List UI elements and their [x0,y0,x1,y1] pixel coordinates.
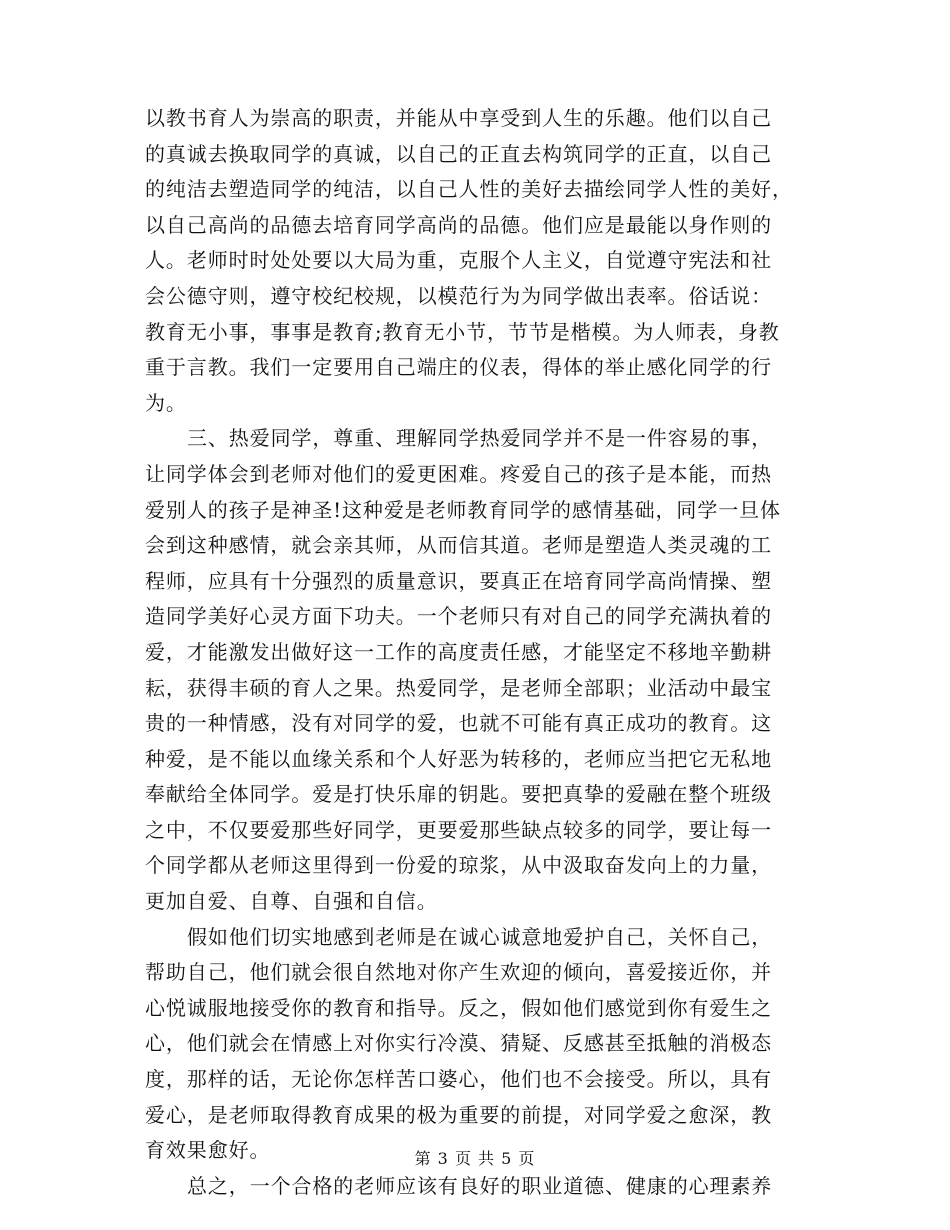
text-line: 让同学体会到老师对他们的爱更困难。疼爱自己的孩子是本能，而热 [145,461,772,486]
text-line: 总之，一个合格的老师应该有良好的职业道德、健康的心理素养 [187,1173,773,1198]
text-line: 爱别人的孩子是神圣!这种爱是老师教育同学的感情基础，同学一旦体 [145,497,781,522]
text-line: 更加自爱、自尊、自强和自信。 [145,889,438,914]
text-line: 以教书育人为崇高的职责，并能从中享受到人生的乐趣。他们以自己 [145,106,772,130]
text-line: 心，他们就会在情感上对你实行冷漠、猜疑、反感甚至抵触的消极态 [145,1031,772,1056]
text-line: 为。 [145,390,187,415]
text-line: 会到这种感情，就会亲其师，从而信其道。老师是塑造人类灵魂的工 [145,533,772,558]
text-line: 爱，才能激发出做好这一工作的高度责任感，才能坚定不移地辛勤耕 [145,639,772,664]
text-line: 之中，不仅要爱那些好同学，更要爱那些缺点较多的同学，要让每一 [145,817,772,842]
text-line: 教育无小事，事事是教育;教育无小节，节节是楷模。为人师表，身教 [145,319,780,344]
text-line: 人。老师时时处处要以大局为重，克服个人主义，自觉遵守宪法和社 [145,248,772,273]
text-line: 程师，应具有十分强烈的质量意识，要真正在培育同学高尚情操、塑 [145,568,772,593]
text-line: 育效果愈好。 [145,1138,271,1163]
text-line: 会公德守则，遵守校纪校规，以模范行为为同学做出表率。俗话说： [145,283,772,308]
text-line: 种爱，是不能以血缘关系和个人好恶为转移的，老师应当把它无私地 [145,746,772,771]
text-line: 的真诚去换取同学的真诚，以自己的正直去构筑同学的正直，以自己 [145,141,772,166]
text-line: 爱心，是老师取得教育成果的极为重要的前提，对同学爱之愈深，教 [145,1102,772,1127]
text-line: 以自己高尚的品德去培育同学高尚的品德。他们应是最能以身作则的 [145,212,772,237]
paragraph [145,421,815,919]
text-line: 度，那样的话，无论你怎样苦口婆心，他们也不会接受。所以，具有 [145,1067,772,1092]
paragraph [145,101,815,421]
document-body [145,101,815,1204]
text-line: 奉献给全体同学。爱是打快乐扉的钥匙。要把真挚的爱融在整个班级 [145,782,772,807]
text-line: 重于言教。我们一定要用自己端庄的仪表，得体的举止感化同学的行 [145,355,772,380]
page-number-footer: 第 3 页 共 5 页 [414,1149,536,1168]
text-line: 帮助自己，他们就会很自然地对你产生欢迎的倾向，喜爱接近你，并 [145,960,772,985]
text-line: 个同学都从老师这里得到一份爱的琼浆，从中汲取奋发向上的力量， [145,853,772,878]
text-line: 耘，获得丰硕的育人之果。热爱同学，是老师全部职；业活动中最宝 [145,675,772,700]
text-line: 三、热爱同学，尊重、理解同学热爱同学并不是一件容易的事， [187,426,773,451]
paragraph [145,1169,815,1205]
text-line: 造同学美好心灵方面下功夫。一个老师只有对自己的同学充满执着的 [145,604,772,629]
text-line: 假如他们切实地感到老师是在诚心诚意地爱护自己，关怀自己， [187,924,773,949]
text-line: 心悦诚服地接受你的教育和指导。反之，假如他们感觉到你有爱生之 [145,995,772,1020]
text-line: 贵的一种情感，没有对同学的爱，也就不可能有真正成功的教育。这 [145,711,772,736]
text-line: 的纯洁去塑造同学的纯洁，以自己人性的美好去描绘同学人性的美好， [145,177,793,202]
paragraph [145,920,815,1169]
